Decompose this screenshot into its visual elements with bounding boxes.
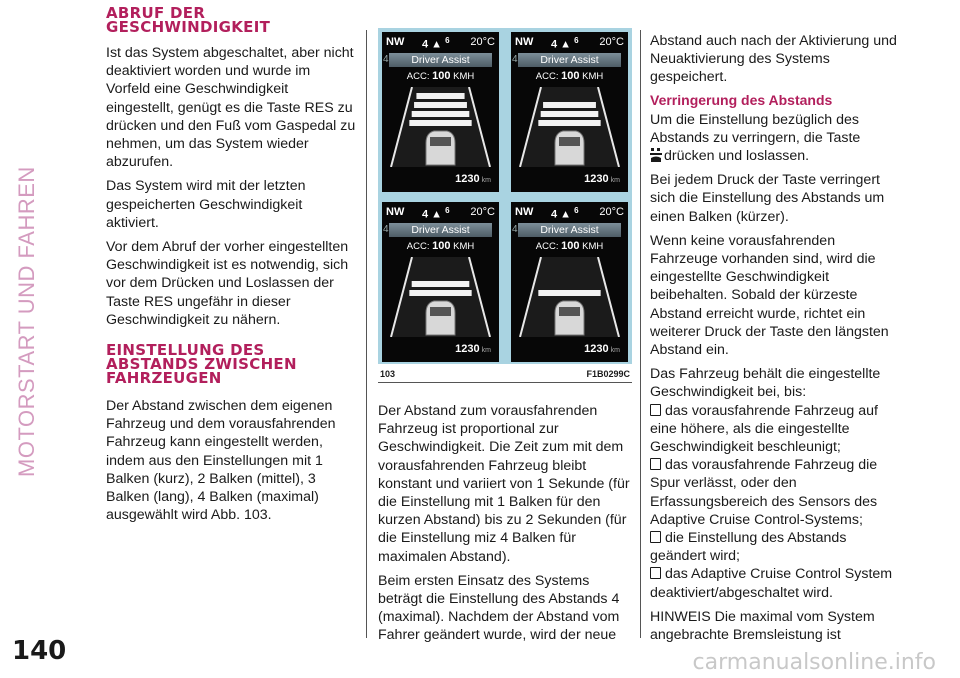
- road-distance-graphic: [382, 257, 499, 337]
- figure-number: 103: [380, 369, 396, 379]
- paragraph: Beim ersten Einsatz des Systems beträgt die Einstellung des Abstands 4 (maximal). Nachdem der Abstand vom Fahrer geändert wurde, wird der neue: [378, 572, 620, 644]
- figure-caption: [378, 369, 632, 383]
- distance-bar: [416, 93, 464, 99]
- heading-speed-recall: ABRUF DER GESCHWINDIGKEIT: [106, 4, 271, 36]
- distance-bar: [538, 290, 600, 296]
- compass-heading: NW: [386, 36, 405, 48]
- acc-speed-readout: ACC: 100 KMH: [535, 70, 604, 82]
- car-windshield: [430, 307, 451, 316]
- acc-speed-readout: ACC: 100 KMH: [406, 240, 475, 252]
- figure-image: [378, 28, 632, 364]
- driver-assist-label: 4 Driver Assist: [518, 223, 621, 237]
- driver-assist-label: 4 Driver Assist: [518, 53, 621, 67]
- paragraph: Der Abstand zum vorausfahrenden Fahrzeug ist proportional zur Geschwindigkeit. Die Zeit zum mit dem vorausfahrenden Fahrzeug bleibt konstant und variiert von 1 Sekunde (für die Einstellung mit 1 Balken für den kurzen Abstand) bis zu 2 Sekunden (für die Einstellung miz 4 Balken für maximalen Abstand).: [378, 403, 630, 565]
- paragraph: Vor dem Abruf der vorher eingestellten Geschwindigkeit ist es notwendig, sich vor dem Drücken und Loslassen der Taste RES ungefähr in dieser Geschwindigkeit zu nähern.: [106, 239, 349, 328]
- checkbox-bullet-icon: [650, 404, 661, 416]
- compass-heading: NW: [386, 206, 405, 218]
- road-distance-graphic: [511, 257, 628, 337]
- list-item: die Einstellung des Abstands geändert wird;: [650, 530, 847, 565]
- paragraph: Bei jedem Druck der Taste verringert sich die Einstellung des Abstands um einen Balken (kürzer).: [650, 172, 885, 225]
- page-number: 140: [12, 636, 67, 666]
- gear-indicator: 4 ▲ $^6$: [551, 36, 579, 51]
- paragraph: Das Fahrzeug behält die eingestellte Geschwindigkeit bei, bis:: [650, 366, 881, 401]
- outside-temperature: 20°C: [470, 206, 495, 218]
- distance-bar: [412, 111, 470, 117]
- road-distance-graphic: [511, 87, 628, 167]
- cluster-display-2-bars: [382, 202, 499, 362]
- list-item: das vorausfahrende Fahrzeug die Spur verlässt, oder den Erfassungsbereich des Sensors des Adaptive Cruise Control-Systems;: [650, 457, 878, 528]
- outside-temperature: 20°C: [470, 36, 495, 48]
- list-item: das Adaptive Cruise Control System deaktiviert/abgeschaltet wird.: [650, 566, 893, 601]
- odometer: 1230 km: [584, 173, 620, 185]
- acc-speed-readout: ACC: 100 KMH: [406, 70, 475, 82]
- cluster-top-bar: [382, 35, 499, 49]
- distance-bar: [543, 102, 596, 108]
- distance-bar: [414, 102, 467, 108]
- cluster-top-bar: [511, 35, 628, 49]
- column-divider: [640, 30, 641, 638]
- list-item: das vorausfahrende Fahrzeug auf eine höhere, als die eingestellte Geschwindigkeit beschleunigt;: [650, 402, 878, 456]
- gear-indicator: 4 ▲ $^6$: [422, 36, 450, 51]
- cluster-top-bar: [511, 205, 628, 219]
- checkbox-bullet-icon: [650, 458, 661, 470]
- watermark: carmanualsonline.info: [692, 650, 936, 675]
- column-3: [650, 32, 904, 644]
- car-icon: [426, 301, 455, 335]
- car-windshield: [559, 307, 580, 316]
- paragraph: Der Abstand zwischen dem eigenen Fahrzeug und dem vorausfahrenden Fahrzeug kann eingestellt werden, indem aus den Einstellungen mit 1 Balken (kurz), 2 Balken (mittel), 3 Balken (lang), 4 Balken (maximal) ausgewählt wird Abb. 103.: [106, 398, 336, 524]
- car-icon: [555, 301, 584, 335]
- car-windshield: [559, 137, 580, 146]
- paragraph-text: drücken und loslassen.: [664, 148, 810, 165]
- chapter-side-title: MOTORSTART UND FAHREN: [14, 166, 39, 477]
- paragraph-text: Um die Einstellung bezüglich des Abstands zu verringern, die Taste: [650, 111, 861, 146]
- paragraph: Wenn keine vorausfahrenden Fahrzeuge vorhanden sind, wird die eingestellte Geschwindigkeit beibehalten. Sobald der kürzeste Abstand erreicht wurde, richtet ein weiterer Druck der Taste den längsten Abstand ein.: [650, 232, 889, 359]
- driver-assist-label: 4 Driver Assist: [389, 223, 492, 237]
- car-windshield: [430, 137, 451, 146]
- road-distance-graphic: [382, 87, 499, 167]
- checkbox-bullet-icon: [650, 567, 661, 579]
- paragraph: HINWEIS Die maximal vom System angebrachte Bremsleistung ist: [650, 608, 875, 644]
- compass-heading: NW: [515, 206, 534, 218]
- figure-code: F1B0299C: [586, 369, 630, 379]
- car-icon: [426, 131, 455, 165]
- distance-bar: [409, 120, 471, 126]
- column-2: [378, 402, 632, 645]
- checkbox-bullet-icon: [650, 531, 661, 543]
- odometer: 1230 km: [455, 173, 491, 185]
- heading-distance-setting: EINSTELLUNG DES ABSTANDS ZWISCHEN FAHRZEUGEN: [106, 341, 297, 388]
- driver-assist-label: 4 Driver Assist: [389, 53, 492, 67]
- compass-heading: NW: [515, 36, 534, 48]
- cluster-display-4-bars: [382, 32, 499, 192]
- distance-bar: [541, 111, 599, 117]
- subheading-reduce-distance: Verringerung des Abstands: [650, 91, 833, 108]
- outside-temperature: 20°C: [599, 36, 624, 48]
- car-icon: [555, 131, 584, 165]
- distance-bar: [409, 290, 471, 296]
- cluster-top-bar: [382, 205, 499, 219]
- acc-speed-readout: ACC: 100 KMH: [535, 240, 604, 252]
- paragraph: [650, 111, 904, 166]
- column-1: [106, 6, 356, 524]
- odometer: 1230 km: [455, 343, 491, 355]
- gear-indicator: 4 ▲ $^6$: [551, 206, 579, 221]
- paragraph: Abstand auch nach der Aktivierung und Neuaktivierung des Systems gespeichert.: [650, 33, 897, 86]
- gear-indicator: 4 ▲ $^6$: [422, 206, 450, 221]
- cluster-display-3-bars: [511, 32, 628, 192]
- odometer: 1230 km: [584, 343, 620, 355]
- column-divider: [366, 30, 367, 638]
- figure-rule: [378, 382, 632, 383]
- outside-temperature: 20°C: [599, 206, 624, 218]
- distance-bar: [412, 281, 470, 287]
- distance-button-icon: [650, 148, 662, 163]
- paragraph: Das System wird mit der letzten gespeicherten Geschwindigkeit aktiviert.: [106, 178, 306, 231]
- distance-bar: [538, 120, 600, 126]
- paragraph: Ist das System abgeschaltet, aber nicht deaktiviert worden und wurde im Vorfeld eine Geschwindigkeit eingestellt, genügt es die Taste RES zu drücken und den Fuß vom Gaspedal zu nehmen, um das System wieder abzurufen.: [106, 45, 356, 171]
- figure-103: [378, 28, 632, 385]
- cluster-display-1-bar: [511, 202, 628, 362]
